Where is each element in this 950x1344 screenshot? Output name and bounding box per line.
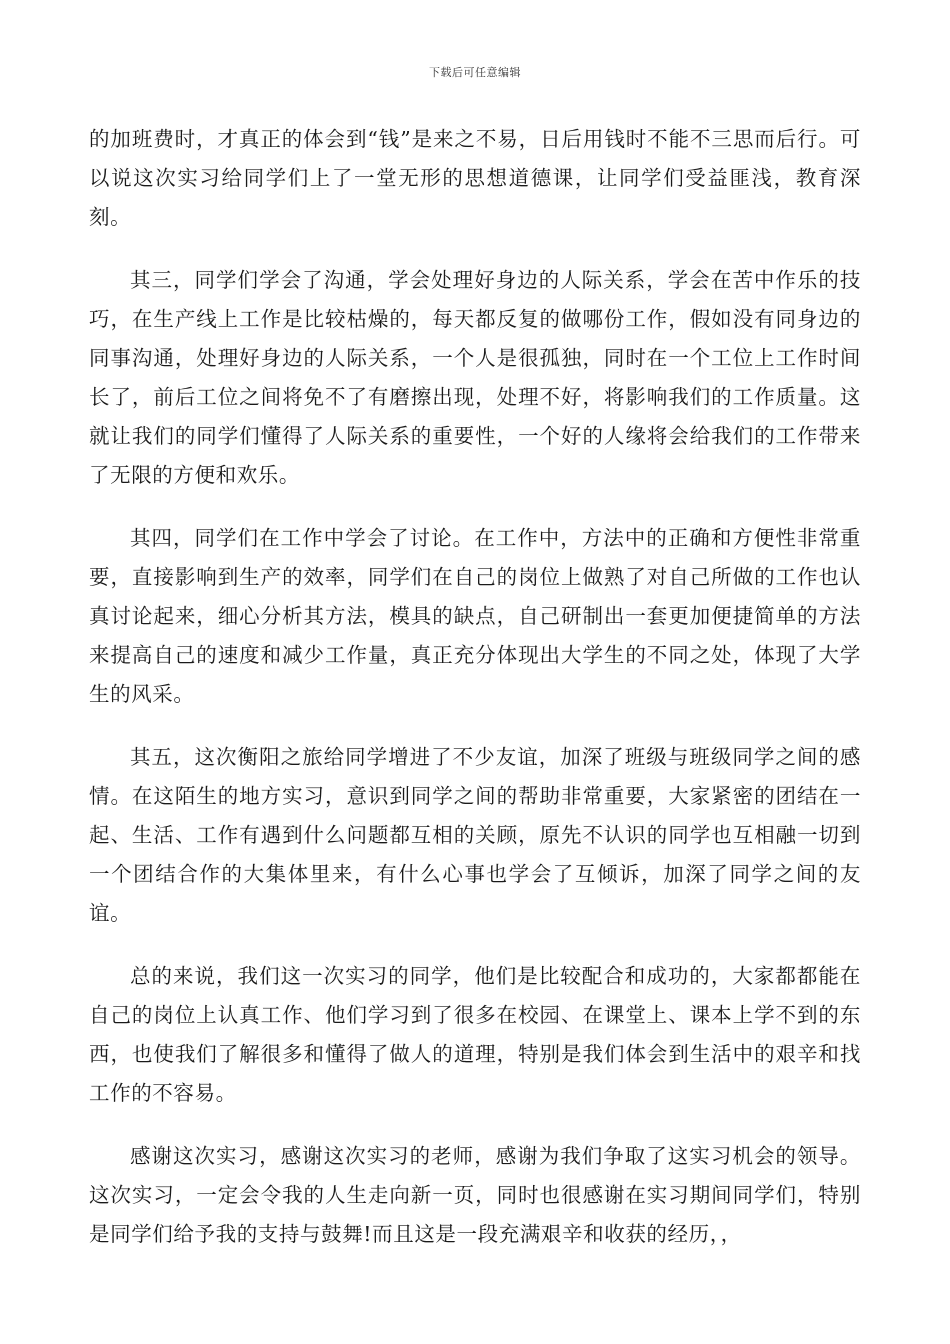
document-body: [89, 120, 861, 1278]
paragraph-3: 其四，同学们在工作中学会了讨论。在工作中，方法中的正确和方便性非常重要，直接影响到生产的效率，同学们在自己的岗位上做熟了对自己所做的工作也认真讨论起来，细心分析其方法，模具的缺点，自己研制出一套更加便捷简单的方法来提高自己的速度和减少工作量，真正充分体现出大学生的不同之处，体现了大学生的风采。: [89, 526, 861, 706]
paragraph-1: 的加班费时，才真正的体会到“钱”是来之不易，日后用钱时不能不三思而后行。可以说这次实习给同学们上了一堂无形的思想道德课，让同学们受益匪浅，教育深刻。: [89, 127, 861, 229]
paragraph-6: 感谢这次实习，感谢这次实习的老师，感谢为我们争取了这实习机会的领导。这次实习，一定会令我的人生走向新一页，同时也很感谢在实习期间同学们，特别是同学们给予我的支持与鼓舞!而且这是一段充满艰辛和收获的经历，，: [89, 1144, 861, 1246]
paragraph-5: 总的来说，我们这一次实习的同学，他们是比较配合和成功的，大家都都能在自己的岗位上认真工作、他们学习到了很多在校园、在课堂上、课本上学不到的东西，也使我们了解很多和懂得了做人的道理，特别是我们体会到生活中的艰辛和找工作的不容易。: [89, 964, 861, 1105]
paragraph-2: 其三，同学们学会了沟通，学会处理好身边的人际关系，学会在苦中作乐的技巧，在生产线上工作是比较枯燥的，每天都反复的做哪份工作，假如没有同身边的同事沟通，处理好身边的人际关系，一个人是很孤独，同时在一个工位上工作时间长了，前后工位之间将免不了有磨擦出现，处理不好，将影响我们的工作质量。这就让我们的同学们懂得了人际关系的重要性，一个好的人缘将会给我们的工作带来了无限的方便和欢乐。: [89, 268, 861, 487]
header-note: 下载后可任意编辑: [429, 66, 521, 79]
paragraph-4: 其五，这次衡阳之旅给同学增进了不少友谊，加深了班级与班级同学之间的感情。在这陌生的地方实习，意识到同学之间的帮助非常重要，大家紧密的团结在一起、生活、工作有遇到什么问题都互相的关顾，原先不认识的同学也互相融一切到一个团结合作的大集体里来，有什么心事也学会了互倾诉，加深了同学之间的友谊。: [89, 745, 861, 925]
